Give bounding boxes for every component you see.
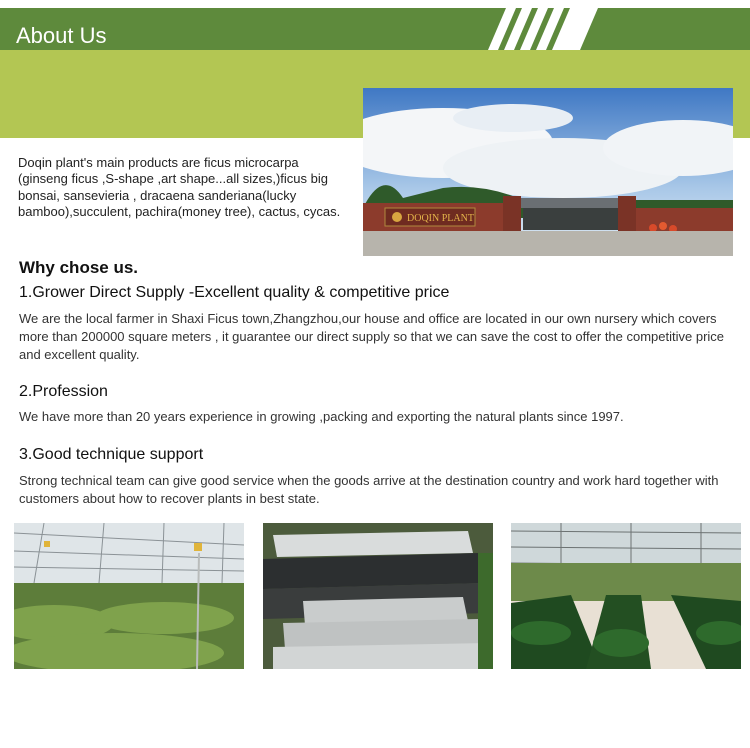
greenhouse-aerial-photo: [263, 523, 493, 669]
why-heading: Why chose us.: [19, 258, 139, 277]
section-3-heading: 3.Good technique support: [19, 446, 204, 463]
header-stripes-decoration: [488, 8, 608, 50]
section-1-body: We are the local farmer in Shaxi Ficus town,Zhangzhou,our house and office are located in our own nursery which covers more than 200000 square meters , it guarantee our direct supply so that we can save the cost to offer the competitive price and excellent quality.: [19, 311, 725, 362]
intro-paragraph: Doqin plant's main products are ficus microcarpa (ginseng ficus ,S-shape ,art shape...all sizes,)ficus big bonsai, sansevieria , dracaena sanderiana(lucky bamboo),succulent, pachira(money tree), cactus, cycas.: [18, 155, 341, 219]
page-title: About Us: [16, 23, 107, 48]
plant-rows-photo: [511, 523, 741, 669]
section-2-body: We have more than 20 years experience in growing ,packing and exporting the natural plants since 1997.: [19, 409, 624, 424]
gate-sign-text: DOQIN PLANT: [407, 213, 474, 224]
section-1-heading: 1.Grower Direct Supply -Excellent quality & competitive price: [19, 284, 450, 301]
greenhouse-interior-photo: [14, 523, 244, 669]
nursery-gate-photo: [363, 88, 733, 256]
section-2-heading: 2.Profession: [19, 383, 108, 400]
header-bar: [0, 8, 750, 50]
section-3-body: Strong technical team can give good service when the goods arrive at the destination country and work hard together with customers about how to recover plants in best state.: [19, 473, 719, 506]
